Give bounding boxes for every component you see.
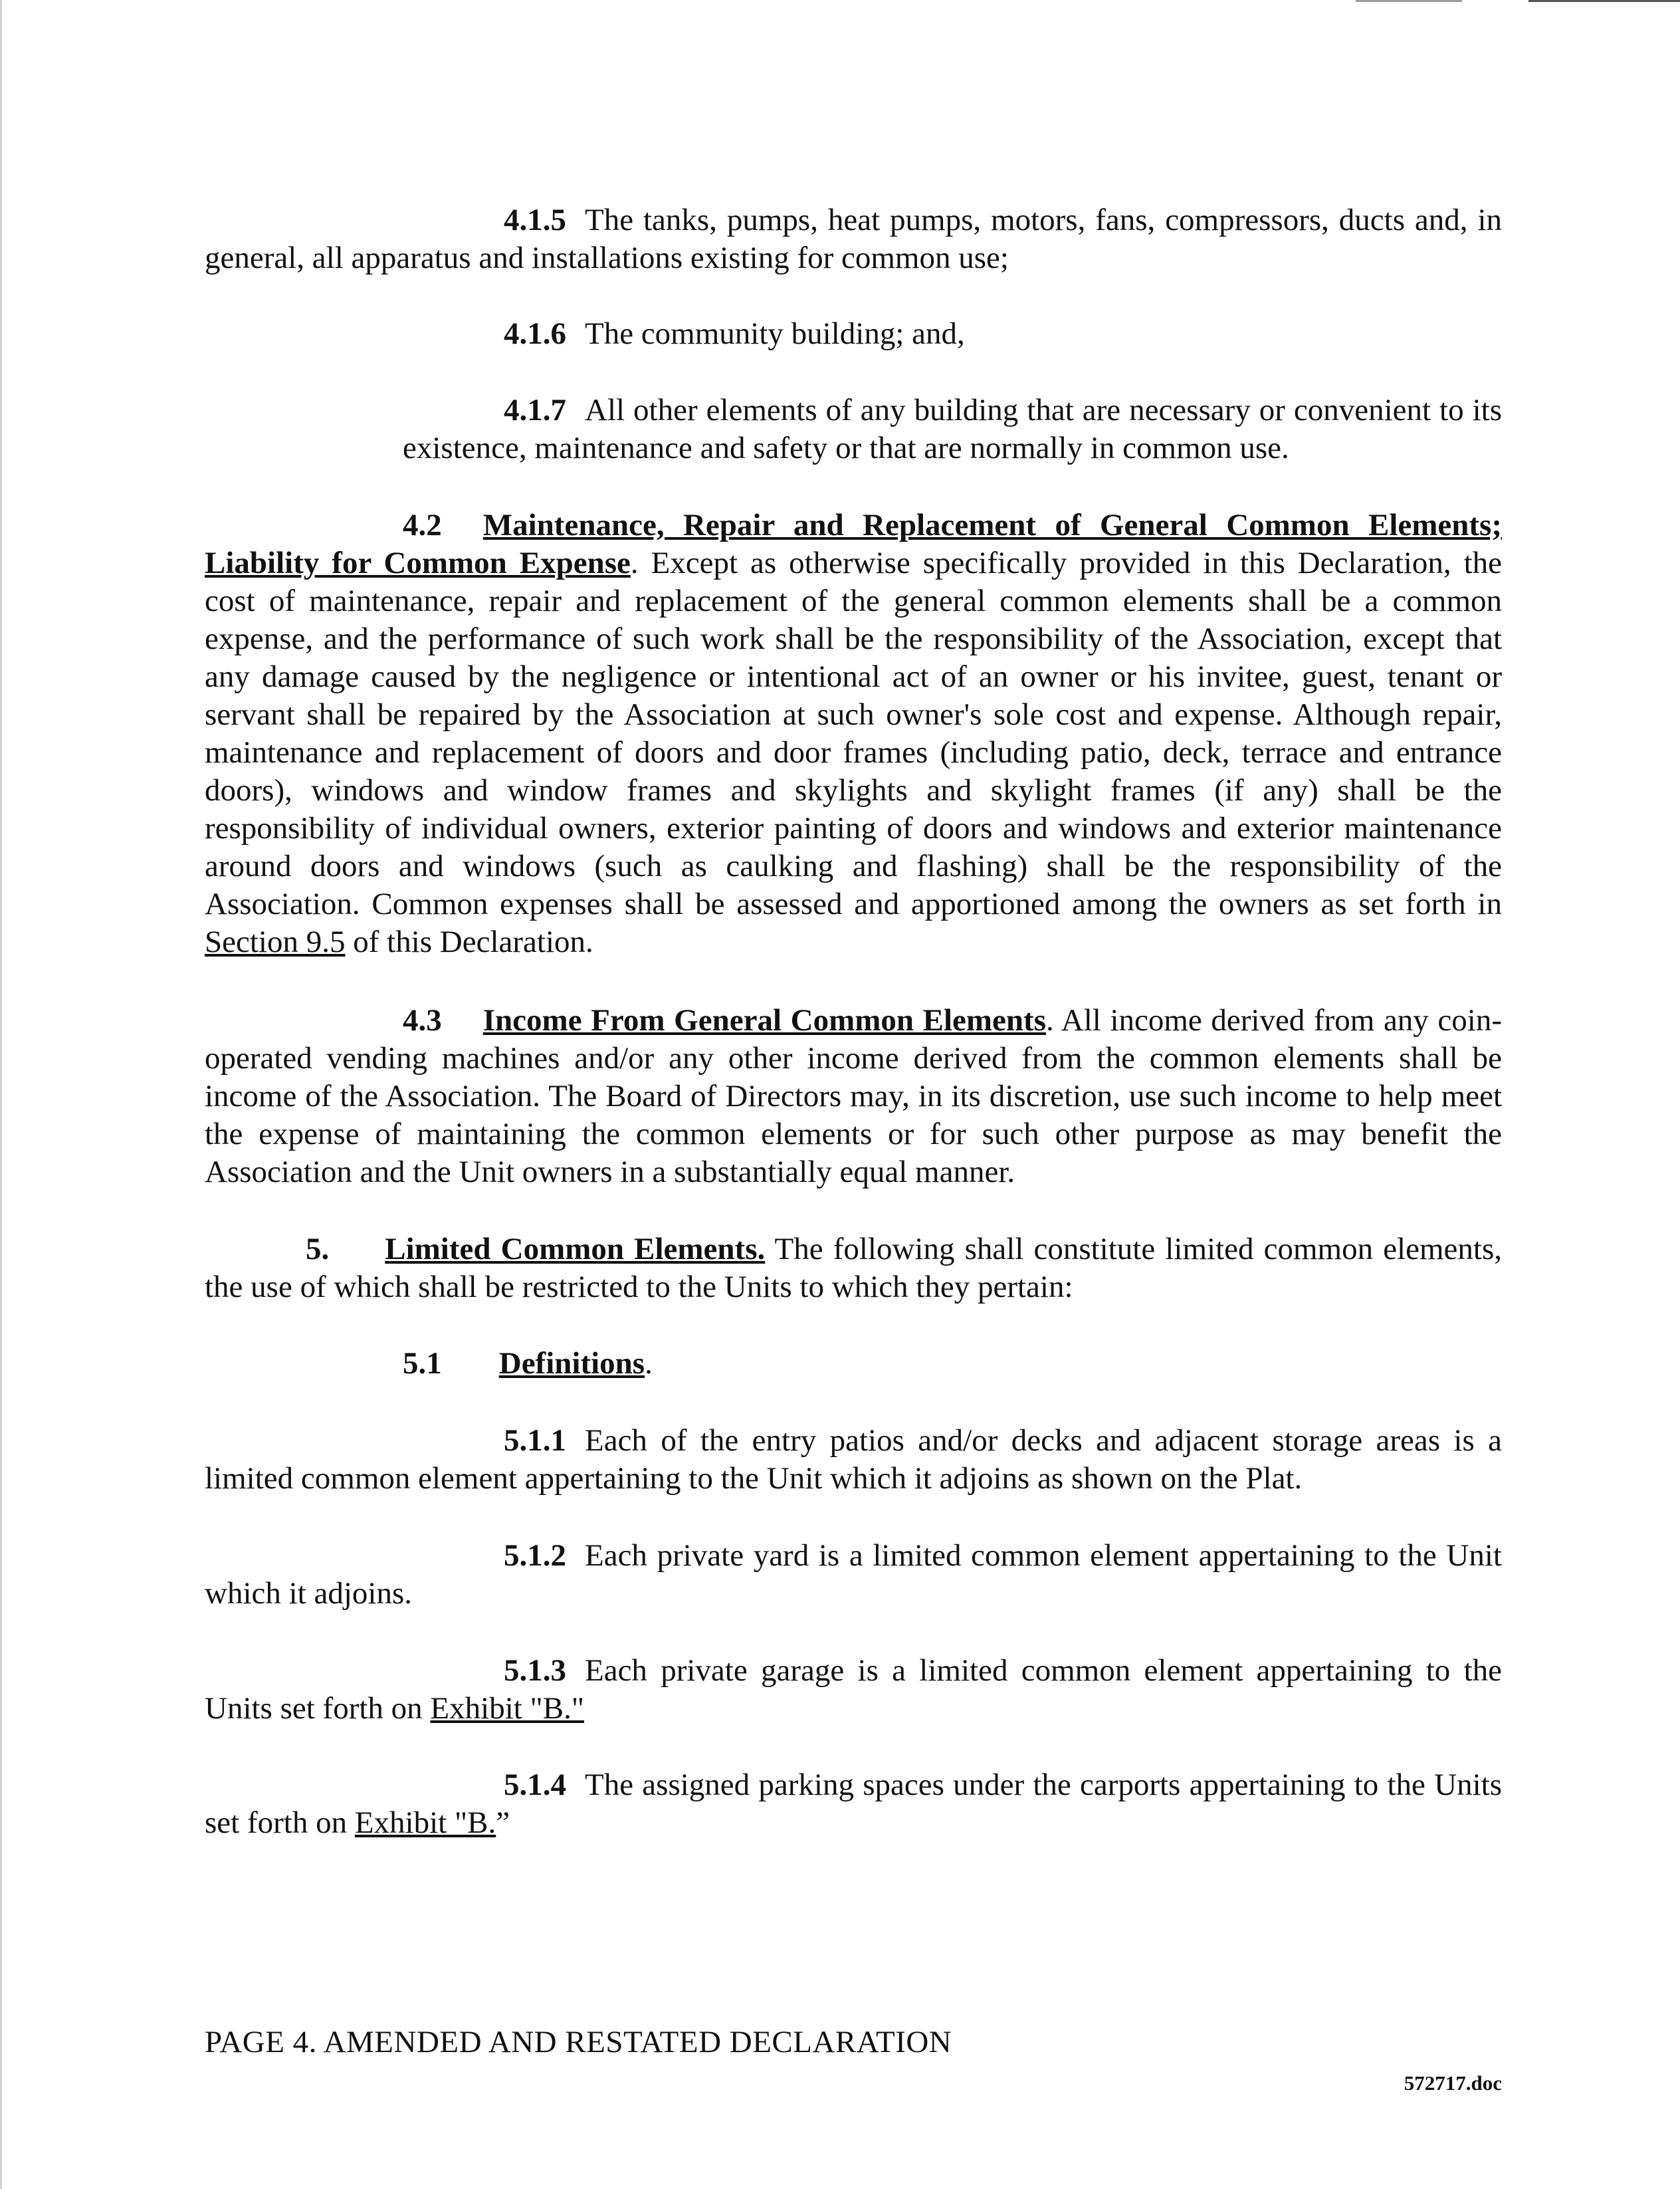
section-number: 5.1.3	[504, 1653, 566, 1688]
paragraph-text: Each of the entry patios and/or decks and adjacent storage areas is a limited common element appertaining to the Unit which it adjoins as shown on the Plat.	[205, 1423, 1502, 1496]
section-heading: Limited Common Elements.	[385, 1232, 766, 1266]
paragraph-4-1-6	[205, 315, 1502, 353]
paragraph-5-1-3	[205, 1652, 1502, 1728]
section-reference: Section 9.5	[205, 925, 346, 959]
section-heading: Income From General Common Elements	[482, 1003, 1046, 1038]
scan-mark	[1528, 0, 1680, 2]
paragraph-text: All other elements of any building that are necessary or convenient to its existence, maintenance and safety or that are normally in common use.	[403, 393, 1502, 465]
paragraph-4-1-5	[205, 201, 1502, 277]
paragraph-text: . All income derived from any coin-operated vending machines and/or any other income derived from the common elements shall be income of the Association. The Board of Directors may, in its discretion, use such income to help meet the expense of maintaining the common elements or for such other purpose as may benefit the Association and the Unit owners in a substantially equal manner.	[205, 1003, 1502, 1189]
paragraph-text-end: ”	[496, 1805, 510, 1840]
paragraph-4-3	[205, 1002, 1502, 1191]
paragraph-text: . Except as otherwise specifically provided in this Declaration, the cost of maintenance, repair and replacement of the general common elements shall be a common expense, and the performance of such work shall be the responsibility of the Association, except that any damage caused by the negligence or intentional act of an owner or his invitee, guest, tenant or servant shall be repaired by the Association at such owner's sole cost and expense. Although repair, maintenance and replacement of doors and door frames (including patio, deck, terrace and entrance doors), windows and window frames and skylights and skylight frames (if any) shall be the responsibility of individual owners, exterior painting of doors and windows and exterior maintenance around doors and windows (such as caulking and flashing) shall be the responsibility of the Association. Common expenses shall be assessed and apportioned among the owners as set forth in	[205, 546, 1502, 921]
section-number: 4.2	[403, 508, 442, 542]
paragraph-text: .	[645, 1346, 653, 1381]
paragraph-5	[205, 1230, 1502, 1306]
paragraph-text: The following shall constitute limited common elements, the use of which shall be restricted to the Units to which they pertain:	[205, 1232, 1502, 1304]
section-heading: Maintenance, Repair and Replacement of General Common Elements; Liability for Common Expense	[205, 508, 1502, 580]
paragraph-text: The community building; and,	[585, 316, 965, 351]
paragraph-5-1	[205, 1345, 1502, 1383]
section-number: 5.1.2	[504, 1538, 566, 1573]
section-number: 4.1.6	[504, 316, 566, 351]
paragraph-text: Each private garage is a limited common element appertaining to the Units set forth on	[205, 1653, 1502, 1726]
document-id: 572717.doc	[1404, 2071, 1502, 2095]
page-footer: PAGE 4. AMENDED AND RESTATED DECLARATION	[205, 2025, 952, 2059]
scan-edge	[0, 0, 2, 2189]
exhibit-reference: Exhibit "B."	[430, 1691, 585, 1726]
paragraph-4-1-7	[403, 392, 1502, 467]
paragraph-text: The tanks, pumps, heat pumps, motors, fans, compressors, ducts and, in general, all apparatus and installations existing for common use;	[205, 203, 1502, 275]
paragraph-4-2	[205, 507, 1502, 961]
paragraph-5-1-1	[205, 1422, 1502, 1498]
paragraph-text: The assigned parking spaces under the carports appertaining to the Units set forth on	[205, 1768, 1502, 1840]
section-number: 5.1.4	[504, 1768, 566, 1802]
exhibit-reference: Exhibit "B.	[354, 1805, 496, 1840]
scan-mark	[1356, 0, 1462, 2]
paragraph-5-1-2	[205, 1537, 1502, 1613]
section-number: 4.1.5	[504, 203, 566, 237]
section-number: 5.	[306, 1232, 330, 1266]
section-heading: Definitions	[498, 1346, 645, 1381]
paragraph-text: Each private yard is a limited common element appertaining to the Unit which it adjoins.	[205, 1538, 1502, 1611]
section-number: 4.3	[403, 1003, 442, 1038]
paragraph-5-1-4	[205, 1766, 1502, 1842]
section-number: 5.1	[403, 1346, 442, 1381]
section-number: 5.1.1	[504, 1423, 566, 1458]
paragraph-text-end: of this Declaration.	[345, 925, 593, 959]
section-number: 4.1.7	[504, 393, 566, 427]
